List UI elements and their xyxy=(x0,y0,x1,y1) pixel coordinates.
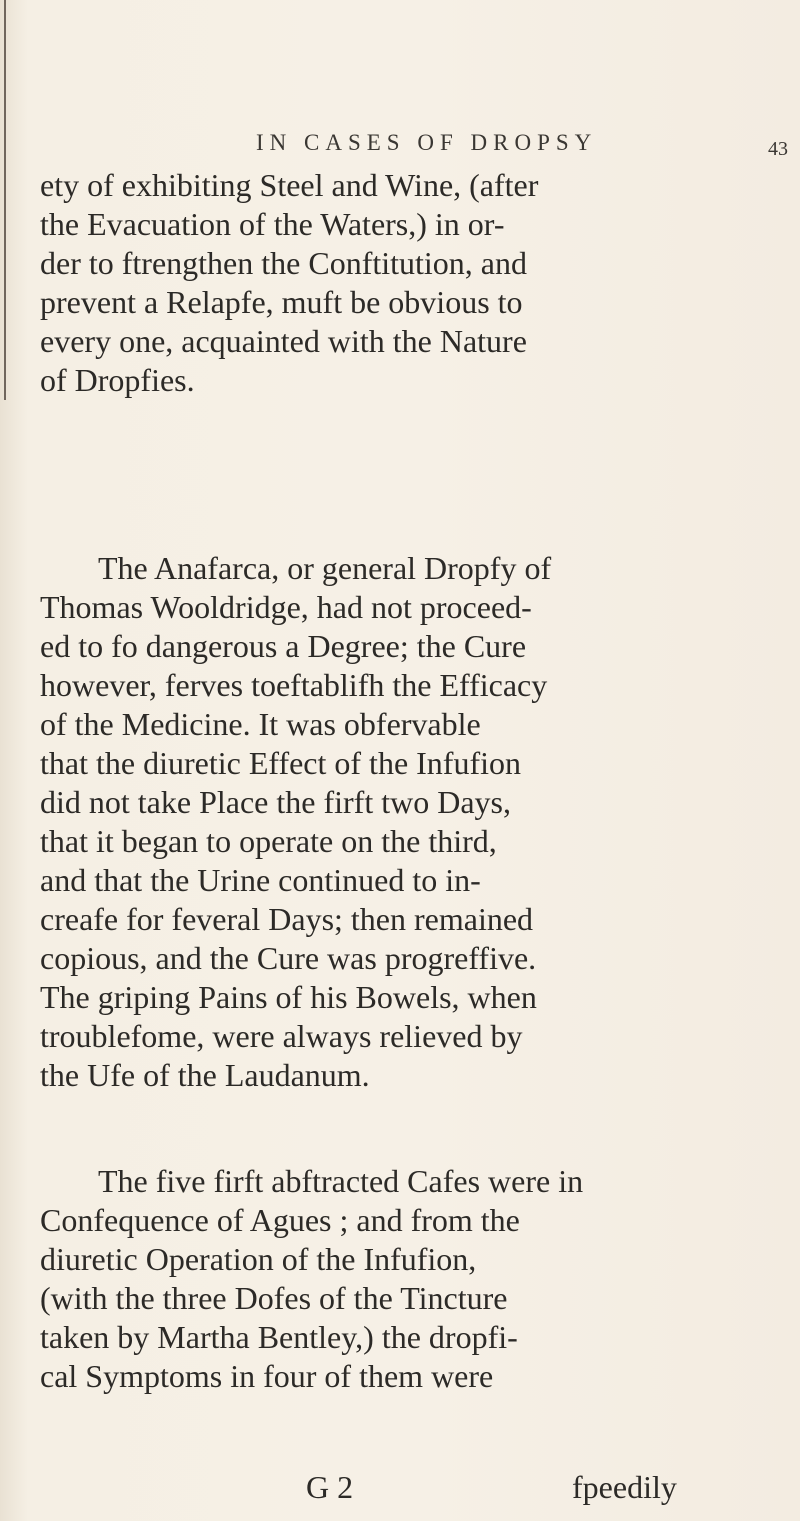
text-line: Confequence of Agues ; and from the xyxy=(40,1202,520,1238)
paragraph-1 xyxy=(40,166,800,400)
text-line: and that the Urine continued to in- xyxy=(40,862,481,898)
text-line: (with the three Dofes of the Tincture xyxy=(40,1280,508,1316)
text-line: that the diuretic Effect of the Infufion xyxy=(40,745,521,781)
text-line: The Anafarca, or general Dropfy of xyxy=(98,550,552,586)
text-line: that it began to operate on the third, xyxy=(40,823,497,859)
running-title: IN CASES OF DROPSY xyxy=(256,130,598,155)
text-line: creafe for feveral Days; then remained xyxy=(40,901,534,937)
paragraph-2 xyxy=(40,549,800,1095)
text-line: the Evacuation of the Waters,) in or- xyxy=(40,206,505,242)
text-line: taken by Martha Bentley,) the dropfi- xyxy=(40,1319,518,1355)
text-line: of Dropfies. xyxy=(40,362,195,398)
text-line: The griping Pains of his Bowels, when xyxy=(40,979,537,1015)
text-line: ed to fo dangerous a Degree; the Cure xyxy=(40,628,527,664)
page-number: 43 xyxy=(768,138,788,160)
signature-mark: G 2 xyxy=(306,1469,354,1505)
text-line: The five firft abftracted Cafes were in xyxy=(98,1163,584,1199)
text-line: der to ftrengthen the Conftitution, and xyxy=(40,245,527,281)
text-line: prevent a Relapfe, muft be obvious to xyxy=(40,284,523,320)
text-line: copious, and the Cure was progreffive. xyxy=(40,940,537,976)
text-line: of the Medicine. It was obfervable xyxy=(40,706,481,742)
paragraph-3 xyxy=(40,1162,800,1396)
page-gutter-edge xyxy=(4,0,6,400)
text-line: Thomas Wooldridge, had not proceed- xyxy=(40,589,532,625)
text-line: cal Symptoms in four of them were xyxy=(40,1358,494,1394)
text-line: troublefome, were always relieved by xyxy=(40,1018,523,1054)
text-line: diuretic Operation of the Infufion, xyxy=(40,1241,477,1277)
text-line: every one, acquainted with the Nature xyxy=(40,323,527,359)
text-line: ety of exhibiting Steel and Wine, (after xyxy=(40,167,539,203)
catchword: fpeedily xyxy=(572,1469,677,1505)
text-line: the Ufe of the Laudanum. xyxy=(40,1057,370,1093)
text-line: however, ferves toeftablifh the Efficacy xyxy=(40,667,548,703)
page-footer xyxy=(0,1468,800,1507)
text-line: did not take Place the firft two Days, xyxy=(40,784,511,820)
